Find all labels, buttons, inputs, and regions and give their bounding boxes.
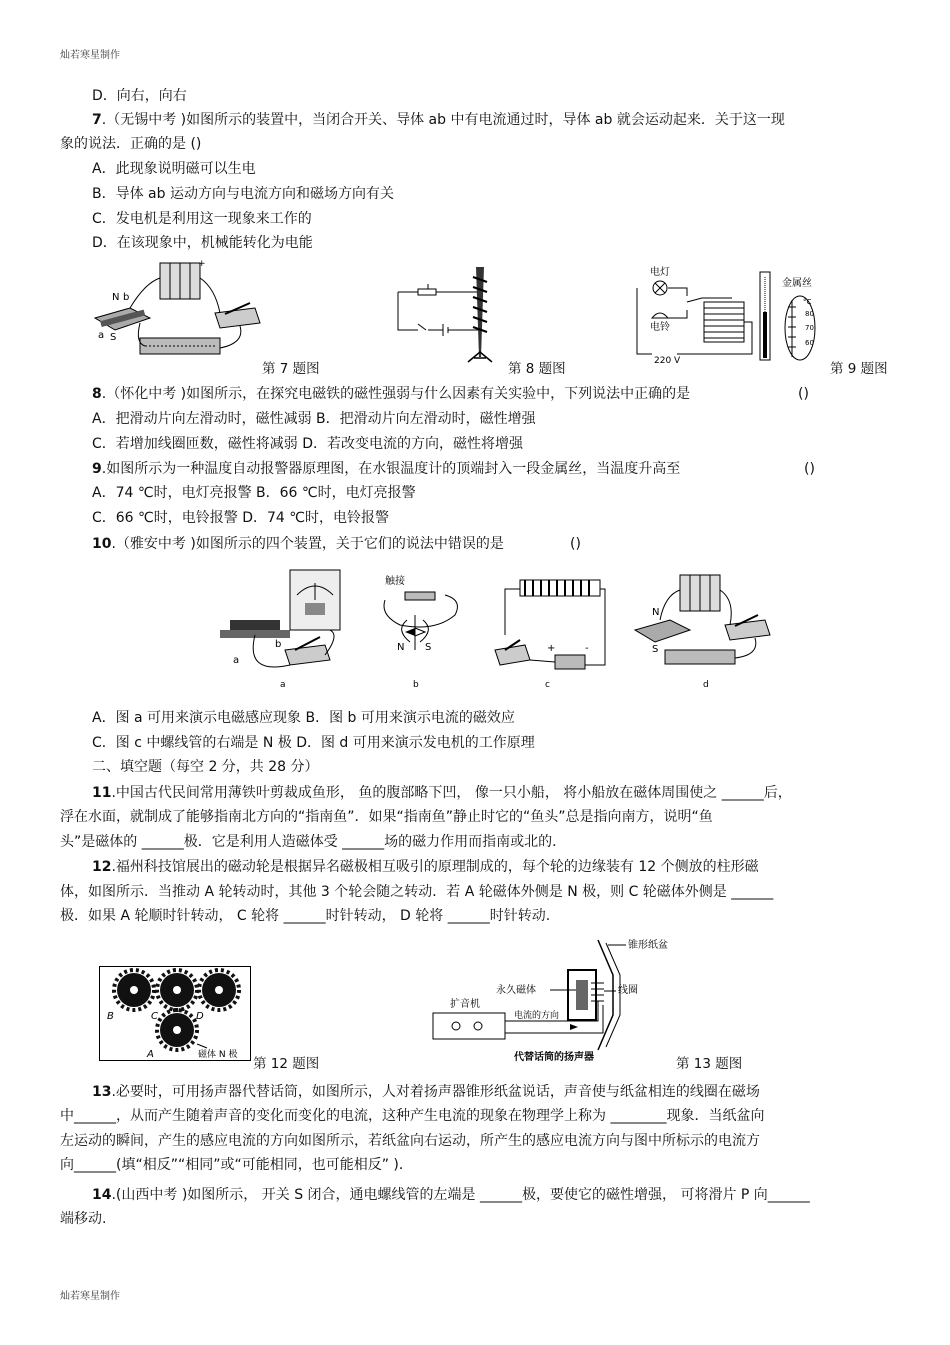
q14-number: 14: [92, 1187, 112, 1203]
q8-line1: 8.（怀化中考 )如图所示，在探究电磁铁的磁性强弱与什么因素有关实验中，下列说法中正确的是: [92, 386, 691, 402]
q14-line1: 14.(山西中考 )如图所示， 开关 S 闭合，通电螺线管的左端是 ______极，要使它的磁性增强， 可将滑片 P 向______: [92, 1187, 810, 1203]
fig13-coil: 线圈: [618, 985, 638, 996]
fig10c-minus: -: [585, 643, 589, 654]
figure-12-caption: 第 12 题图: [253, 1056, 320, 1072]
fig7-b: b: [123, 292, 130, 303]
q8-number: 8: [92, 386, 102, 402]
q7-line2: 象的说法．正确的是 (): [60, 136, 202, 152]
q9-options-cd: C．66 ℃时，电铃报警 D．74 ℃时，电铃报警: [92, 510, 389, 526]
q7-option-b: B．导体 ab 运动方向与电流方向和磁场方向有关: [92, 186, 394, 202]
fig9-tick-70: 70: [805, 324, 814, 332]
fig13-current-direction: 电流的方向: [514, 1011, 560, 1021]
fig13-amplifier-label: 扩音机: [450, 999, 480, 1010]
fig12-c: C: [151, 1011, 158, 1022]
q10-answer-paren: (): [570, 536, 581, 552]
fig7-n: N: [112, 292, 120, 303]
q8-options-ab: A．把滑动片向左滑动时，磁性减弱 B．把滑动片向左滑动时，磁性增强: [92, 411, 536, 427]
q12-line1: 12.福州科技馆展出的磁动轮是根据异名磁极相互吸引的原理制成的，每个轮的边缘装有 12 个侧放的柱形磁: [92, 859, 759, 875]
fig10d-label: d: [703, 680, 709, 690]
q8-options-cd: C．若增加线圈匝数，磁性将减弱 D．若改变电流的方向，磁性将增强: [92, 436, 524, 452]
q7-option-d: D．在该现象中，机械能转化为电能: [92, 235, 313, 251]
q11-line1: 11.中国古代民间常用薄铁叶剪裁成鱼形， 鱼的腹部略下凹， 像一只小船， 将小船放在磁体周围使之 ______后，: [92, 785, 792, 801]
figure-9-temperature-alarm: [632, 262, 827, 374]
fig10b-label: b: [413, 680, 419, 690]
q13-number: 13: [92, 1084, 112, 1100]
fig9-bell: 电铃: [650, 322, 670, 333]
q6-option-d: D．向右，向右: [92, 88, 187, 104]
fig13-cone: 锥形纸盆: [628, 940, 668, 951]
q10-line1: 10.（雅安中考 )如图所示的四个装置，关于它们的说法中错误的是: [92, 536, 504, 552]
fig7-plus: +: [198, 259, 206, 269]
fig10a-b: b: [275, 639, 282, 650]
figure-13-caption: 第 13 题图: [676, 1056, 743, 1072]
fig10c-plus: +: [547, 643, 556, 654]
fig9-lamp: 电灯: [650, 267, 670, 278]
figure-9-caption: 第 9 题图: [830, 361, 888, 377]
fig7-a: a: [98, 330, 105, 341]
q11-number: 11: [92, 785, 112, 801]
fig13-magnet: 永久磁体: [496, 985, 536, 996]
page-footer: 灿若寒星制作: [60, 1291, 120, 1302]
fig10b-s: S: [425, 642, 432, 653]
q11-line3: 头”是磁体的 ______极．它是利用人造磁体受 ______场的磁力作用而指南或北的．: [60, 834, 567, 850]
q9-answer-paren: (): [804, 461, 815, 477]
figure-8-electromagnet: [388, 262, 508, 372]
fig9-tick-80: 80: [805, 310, 814, 318]
q13-line3: 左运动的瞬间，产生的感应电流的方向如图所示，若纸盆向右运动，所产生的感应电流方向与图中所标示的电流方: [60, 1133, 760, 1149]
fig12-magnet-n: 磁体 N 极: [198, 1050, 238, 1060]
page-header: 灿若寒星制作: [60, 50, 120, 61]
fig12-b: B: [107, 1011, 114, 1022]
fig9-voltage: 220 V: [654, 356, 681, 366]
q8-answer-paren: (): [798, 386, 809, 402]
fig10d-n: N: [652, 607, 660, 618]
fig10d-s: S: [652, 644, 659, 655]
q12-line2: 体，如图所示．当推动 A 轮转动时，其他 3 个轮会随之转动．若 A 轮磁体外侧是 N 极，则 C 轮磁体外侧是 ______: [60, 884, 774, 900]
figure-10c-solenoid: [485, 575, 615, 690]
figure-10a-galvanometer: [215, 565, 345, 690]
fig10b-n: N: [397, 642, 405, 653]
q7-option-a: A．此现象说明磁可以生电: [92, 161, 256, 177]
figure-7-motor-apparatus: [90, 258, 260, 373]
q7-number: 7: [92, 112, 102, 128]
fig9-tick-60: 60: [805, 339, 814, 347]
fig9-unit: °C: [803, 298, 812, 306]
q7-option-c: C．发电机是利用这一现象来工作的: [92, 211, 312, 227]
fig10a-a: a: [233, 655, 240, 666]
figure-13-speaker-microphone: [428, 935, 678, 1067]
fig7-s: S: [110, 332, 117, 343]
q10-number: 10: [92, 536, 112, 552]
section-2-title: 二、填空题（每空 2 分，共 28 分）: [92, 759, 319, 775]
fig10c-label: c: [545, 680, 550, 690]
fig10a-label: a: [280, 680, 286, 690]
q7-line1: 7.（无锡中考 )如图所示的装置中，当闭合开关、导体 ab 中有电流通过时，导体 ab 就会运动起来．关于这一现: [92, 112, 785, 128]
q9-line1: 9.如图所示为一种温度自动报警器原理图，在水银温度计的顶端封入一段金属丝，当温度升高至: [92, 461, 681, 477]
fig12-d: D: [196, 1011, 204, 1022]
q14-line2: 端移动.: [60, 1211, 107, 1227]
q13-line4: 向______(填“相反”“相同”或“可能相同，也可能相反” )．: [60, 1157, 413, 1173]
figure-10d-motor: [630, 570, 780, 690]
q13-line2: 中______，从而产生随着声音的变化而变化的电流，这种产生电流的现象在物理学上称为 ________现象．当纸盆向: [60, 1108, 765, 1124]
q13-line1: 13.必要时，可用扬声器代替话筒，如图所示，人对着扬声器锥形纸盆说话，声音使与纸盆相连的线圈在磁场: [92, 1084, 760, 1100]
figure-7-caption: 第 7 题图: [262, 361, 320, 377]
fig12-a: A: [147, 1049, 154, 1060]
q9-options-ab: A．74 ℃时，电灯亮报警 B．66 ℃时，电灯亮报警: [92, 485, 416, 501]
fig9-wire: 金属丝: [782, 278, 812, 289]
q9-number: 9: [92, 461, 102, 477]
q12-number: 12: [92, 859, 112, 875]
fig13-title: 代替话筒的扬声器: [514, 1052, 594, 1063]
figure-10b-oersted: [375, 570, 470, 690]
figure-8-caption: 第 8 题图: [508, 361, 566, 377]
q11-line2: 浮在水面，就制成了能够指南北方向的“指南鱼”．如果“指南鱼”静止时它的“鱼头”总是指向南方，说明“鱼: [60, 809, 713, 825]
q12-line3: 极．如果 A 轮顺时针转动， C 轮将 ______时针转动， D 轮将 ______时针转动.: [60, 908, 551, 924]
q10-options-ab: A．图 a 可用来演示电磁感应现象 B．图 b 可用来演示电流的磁效应: [92, 710, 515, 726]
q10-options-cd: C．图 c 中螺线管的右端是 N 极 D．图 d 可用来演示发电机的工作原理: [92, 735, 535, 751]
fig10b-touch: 触接: [385, 576, 405, 587]
figure-12-magnetic-wheels: [99, 966, 251, 1061]
